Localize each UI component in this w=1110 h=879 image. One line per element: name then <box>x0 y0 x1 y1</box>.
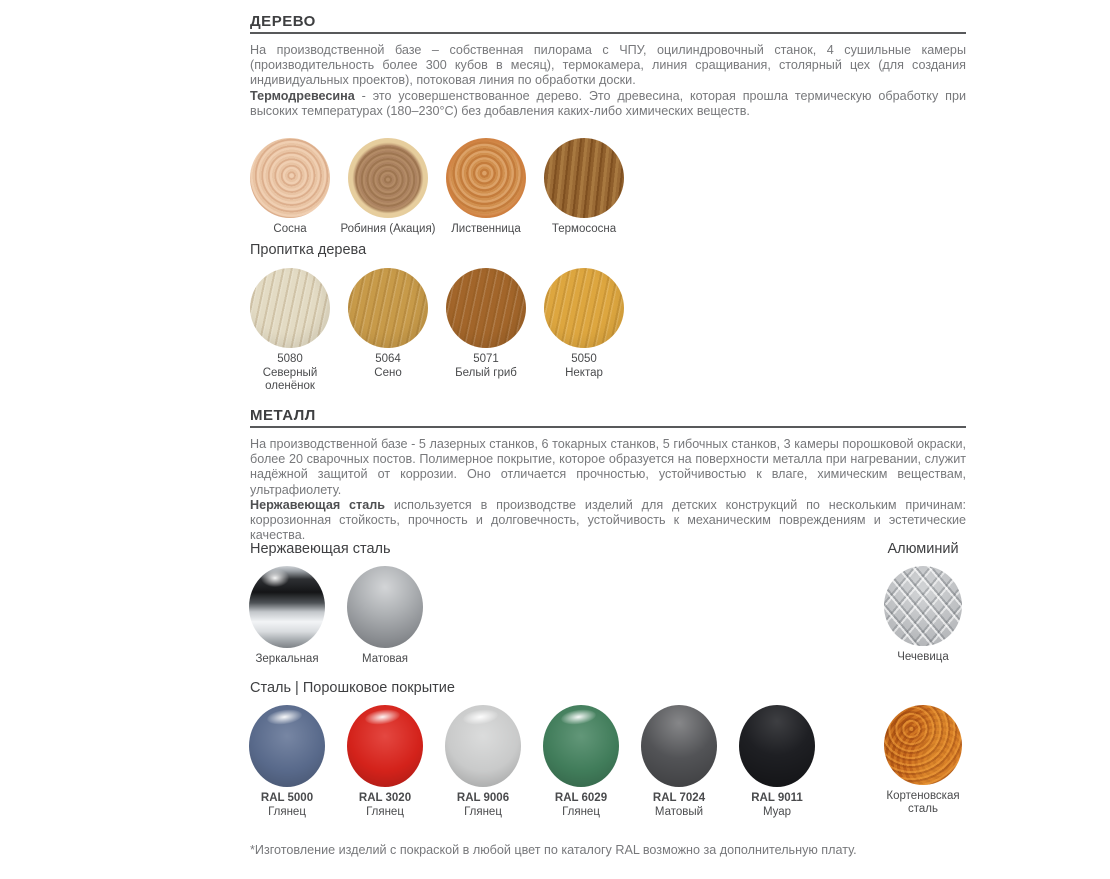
aluminum-swatch-lentil <box>876 566 970 664</box>
powder-swatch-ral6029 <box>532 705 630 819</box>
swatch-code: RAL 9011 <box>751 792 803 804</box>
impregnation-color-5064 <box>348 268 428 348</box>
swatch-label: Термососна <box>551 223 617 235</box>
swatch-label: Матовая <box>362 653 408 665</box>
swatch-name: Нектар <box>565 367 603 379</box>
powder-swatch-ral3020 <box>336 705 434 819</box>
wood-swatch-robinia <box>339 138 437 236</box>
stainless-swatch-matte <box>336 566 434 666</box>
stainless-paragraph <box>250 498 966 544</box>
corten-steel-image <box>884 705 962 785</box>
wood-section-title: ДЕРЕВО <box>250 13 316 30</box>
swatch-label: Чечевица <box>897 651 949 663</box>
swatch-code: RAL 6029 <box>554 792 608 804</box>
stainless-row <box>238 566 434 666</box>
swatch-code: 5071 <box>473 353 499 365</box>
wood-section-divider <box>250 32 966 34</box>
ral9006-sphere <box>445 705 521 787</box>
powder-swatch-ral9006 <box>434 705 532 819</box>
ral-footnote: *Изготовление изделий с покраской в любой цвет по каталогу RAL возможно за дополнительную плату. <box>250 843 857 857</box>
powder-swatch-ral5000 <box>238 705 336 819</box>
ral9011-sphere <box>739 705 815 787</box>
corten-swatch-area <box>876 705 970 816</box>
swatch-label: Зеркальная <box>255 653 319 665</box>
swatch-label: Сосна <box>273 223 307 235</box>
impregnation-swatch-5064 <box>339 268 437 393</box>
robinia-slice-image <box>348 138 428 218</box>
metal-section-title: МЕТАЛЛ <box>250 407 316 424</box>
stainless-text: используется в производстве изделий для детских конструкций по нескольким причинам: коррозионная стойкость, прочность и долговечность, устойчивость к механическим повреждениям и эстетические качества. <box>250 497 966 543</box>
swatch-label: Кортеновская сталь <box>886 790 960 815</box>
swatch-finish: Глянец <box>268 806 306 818</box>
swatch-code: RAL 3020 <box>358 792 412 804</box>
metal-section-divider <box>250 426 966 428</box>
powder-swatch-ral7024 <box>630 705 728 819</box>
thermopine-slice-image <box>544 138 624 218</box>
metal-paragraph: На производственной базе - 5 лазерных станков, 6 токарных станков, 5 гибочных станков, 3 камеры порошковой окраски, более 20 сварочных постов. Полимерное покрытие, которое образуется на поверхности металла при нагревании, служит надёжной защитой от коррозии. Оно отличается прочностью, устойчивостью к влаге, химическим веществам, ультрафиолету. <box>250 437 966 497</box>
mirror-steel-sphere <box>249 566 325 648</box>
stainless-term: Нержавеющая сталь <box>250 497 385 512</box>
swatch-name: Северный оленёнок <box>262 367 318 392</box>
swatch-name: Сено <box>374 367 402 379</box>
impregnation-title: Пропитка дерева <box>250 242 367 258</box>
swatch-code: RAL 7024 <box>652 792 706 804</box>
larch-slice-image <box>446 138 526 218</box>
aluminum-title: Алюминий <box>887 541 959 557</box>
swatch-code: 5050 <box>571 353 597 365</box>
diamond-plate-image <box>884 566 962 646</box>
ral7024-sphere <box>641 705 717 787</box>
corten-swatch <box>876 705 970 816</box>
stainless-swatch-mirror <box>238 566 336 666</box>
thermo-wood-text: - это усовершенствованное дерево. Это древесина, которая прошла термическую обработку при высоких температурах (180–230°С) без добавления каких-либо химических веществ. <box>250 88 966 118</box>
impregnation-swatch-5050 <box>535 268 633 393</box>
swatch-finish: Глянец <box>464 806 502 818</box>
impregnation-color-5080 <box>250 268 330 348</box>
matte-steel-sphere <box>347 566 423 648</box>
wood-paragraph: На производственной базе – собственная пилорама с ЧПУ, оцилиндровочный станок, 4 сушильные камеры (производительность более 300 кубов в месяц), термокамера, линия сращивания, столярный цех (для создания индивидуальных проектов), потоковая линия по обработки доски. <box>250 43 966 88</box>
swatch-name: Белый гриб <box>455 367 517 379</box>
wood-species-row <box>241 138 633 236</box>
impregnation-color-5050 <box>544 268 624 348</box>
impregnation-color-5071 <box>446 268 526 348</box>
powder-coating-title: Сталь | Порошковое покрытие <box>250 680 455 696</box>
wood-swatch-larch <box>437 138 535 236</box>
impregnation-row <box>241 268 633 393</box>
wood-swatch-pine <box>241 138 339 236</box>
ral6029-sphere <box>543 705 619 787</box>
swatch-code: RAL 5000 <box>260 792 314 804</box>
metal-description <box>250 437 966 543</box>
swatch-code: 5064 <box>375 353 401 365</box>
swatch-finish: Глянец <box>562 806 600 818</box>
stainless-title: Нержавеющая сталь <box>250 541 391 557</box>
swatch-label: Лиственница <box>451 223 521 235</box>
impregnation-swatch-5080 <box>241 268 339 393</box>
powder-coating-row <box>238 705 826 819</box>
swatch-finish: Матовый <box>654 806 704 818</box>
ral3020-sphere <box>347 705 423 787</box>
swatch-finish: Муар <box>762 806 792 818</box>
wood-description <box>250 43 966 119</box>
wood-swatch-thermopine <box>535 138 633 236</box>
wood-thermo-paragraph <box>250 89 966 119</box>
impregnation-swatch-5071 <box>437 268 535 393</box>
swatch-label: Робиния (Акация) <box>340 223 436 235</box>
ral5000-sphere <box>249 705 325 787</box>
swatch-finish: Глянец <box>366 806 404 818</box>
powder-swatch-ral9011 <box>728 705 826 819</box>
swatch-code: RAL 9006 <box>456 792 510 804</box>
pine-slice-image <box>250 138 330 218</box>
thermo-wood-term: Термодревесина <box>250 88 355 103</box>
aluminum-swatch-area <box>876 566 970 664</box>
swatch-code: 5080 <box>277 353 303 365</box>
